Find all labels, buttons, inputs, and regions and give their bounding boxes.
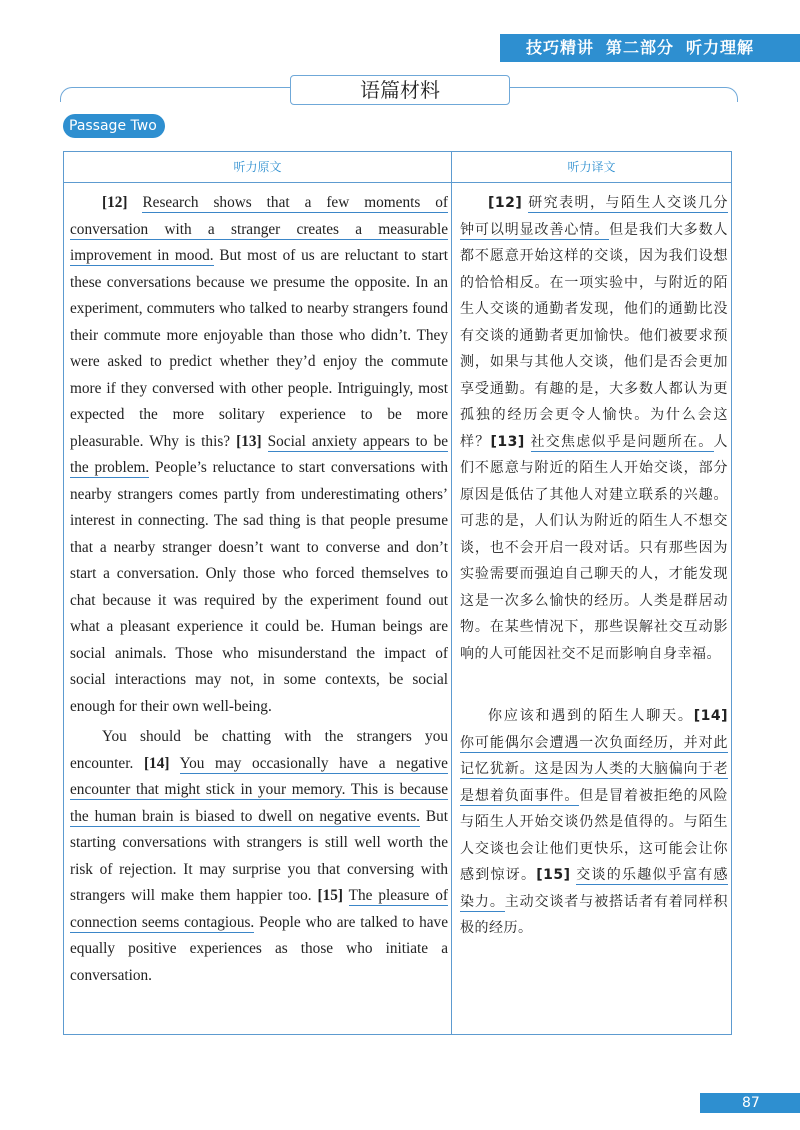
bilingual-table bbox=[63, 151, 732, 1035]
page-number: 87 bbox=[700, 1093, 800, 1113]
english-transcript bbox=[70, 190, 448, 989]
english-text: You should be chatting with the strangers you encounter. bbox=[70, 728, 448, 772]
english-text: People who are talked to have equally positive experiences as those who initiate a conversation. bbox=[70, 913, 448, 984]
chinese-paragraph-2 bbox=[460, 703, 728, 942]
section-title: 语篇材料 bbox=[290, 75, 510, 105]
english-paragraph-2 bbox=[70, 724, 448, 989]
chinese-text: 主动交谈者与被搭话者有着同样积极的经历。 bbox=[460, 893, 729, 936]
key-sentence-12: Research shows that a few moments of conversation with a stranger creates a measurable improvement in mood. bbox=[70, 194, 448, 264]
column-divider bbox=[451, 152, 452, 1034]
original-text-header: 听力原文 bbox=[233, 160, 282, 174]
english-paragraph-1 bbox=[70, 190, 448, 720]
header-topic: 听力理解 bbox=[685, 38, 754, 57]
question-number-12-zh: [12] bbox=[488, 195, 523, 211]
header-row-divider bbox=[64, 182, 731, 183]
chinese-text: 但是我们大多数人都不愿意开始这样的交谈，因为我们设想的恰恰相反。在一项实验中，与附近的陌生人交谈的通勤者发现，他们的通勤比没有交谈的通勤者更加愉快。他们被要求预测，如果与其他人交谈，他们是否会更加享受通勤。有趣的是，大多数人都认为更孤独的经历会更令人愉快。为什么会这样？ bbox=[460, 221, 729, 450]
chinese-translation bbox=[460, 190, 728, 942]
key-sentence-13: Social anxiety appears to be the problem. bbox=[70, 432, 449, 476]
question-number-13: [13] bbox=[236, 432, 262, 450]
english-text: But most of us are reluctant to start these conversations because we presume the opposite. In an experiment, commuters who talked to nearby strangers found their commute more enjoyable than those who didn’t. They were asked to predict whether they’d enjoy the commute more if they conversed with other people. Intriguingly, most expected the more solitary experience to be more pleasurable. Why is this? bbox=[70, 247, 448, 450]
key-sentence-12-zh: 研究表明，与陌生人交谈几分钟可以明显改善心情。 bbox=[460, 195, 729, 238]
translation-header: 听力译文 bbox=[567, 160, 616, 174]
running-header bbox=[500, 34, 800, 62]
question-number-14-zh: [14] bbox=[693, 708, 728, 724]
chinese-text: 你应该和遇到的陌生人聊天。 bbox=[488, 708, 694, 724]
key-sentence-14: You may occasionally have a negative encounter that might stick in your memory. This is because the human brain is biased to dwell on negative events. bbox=[70, 754, 448, 825]
question-number-15: [15] bbox=[317, 887, 343, 904]
question-number-12: [12] bbox=[102, 194, 128, 211]
header-part: 第二部分 bbox=[605, 38, 674, 57]
english-text: But starting conversations with strangers is still well worth the risk of rejection. It may surprise you that conversing with strangers will make them happier too. bbox=[70, 807, 448, 904]
key-sentence-15: The pleasure of connection seems contagious. bbox=[70, 887, 448, 931]
english-text: People’s reluctance to start conversations with nearby strangers comes partly from underestimating others’ interest in connecting. The sad thing is that people presume that a nearby stranger doesn’t want to converse and don’t start a conversation. Only those who forced themselves to chat because it was required by the experiment found out what a pleasant experience it could be. Human beings are social animals. Those who misunderstand the impact of social interactions may not, in some contexts, be social enough for their own well-being. bbox=[70, 459, 448, 715]
question-number-14: [14] bbox=[143, 754, 170, 772]
passage-label: Passage Two bbox=[63, 114, 165, 138]
header-section: 技巧精讲 bbox=[525, 38, 594, 57]
question-number-13-zh: [13] bbox=[490, 433, 525, 450]
key-sentence-15-zh: 交谈的乐趣似乎富有感染力。 bbox=[460, 867, 729, 910]
question-number-15-zh: [15] bbox=[536, 867, 571, 883]
chinese-text: 但是冒着被拒绝的风险与陌生人开始交谈仍然是值得的。与陌生人交谈也会让他们更快乐，这可能会让你感到惊讶。 bbox=[460, 787, 729, 883]
chinese-text: 人们不愿意与附近的陌生人开始交谈，部分原因是低估了其他人对建立联系的兴趣。可悲的是，人们认为附近的陌生人不想交谈，也不会开启一段对话。只有那些因为实验需要而强迫自己聊天的人，才能发现这是一次多么愉快的经历。人类是群居动物。在某些情况下，那些误解社交互动影响的人可能因社交不足而影响自身幸福。 bbox=[460, 433, 729, 662]
key-sentence-14-zh: 你可能偶尔会遭遇一次负面经历，并对此记忆犹新。这是因为人类的大脑偏向于老是想着负面事件。 bbox=[460, 734, 728, 804]
chinese-paragraph-1 bbox=[460, 190, 728, 667]
key-sentence-13-zh: 社交焦虑似乎是问题所在。 bbox=[530, 433, 714, 450]
